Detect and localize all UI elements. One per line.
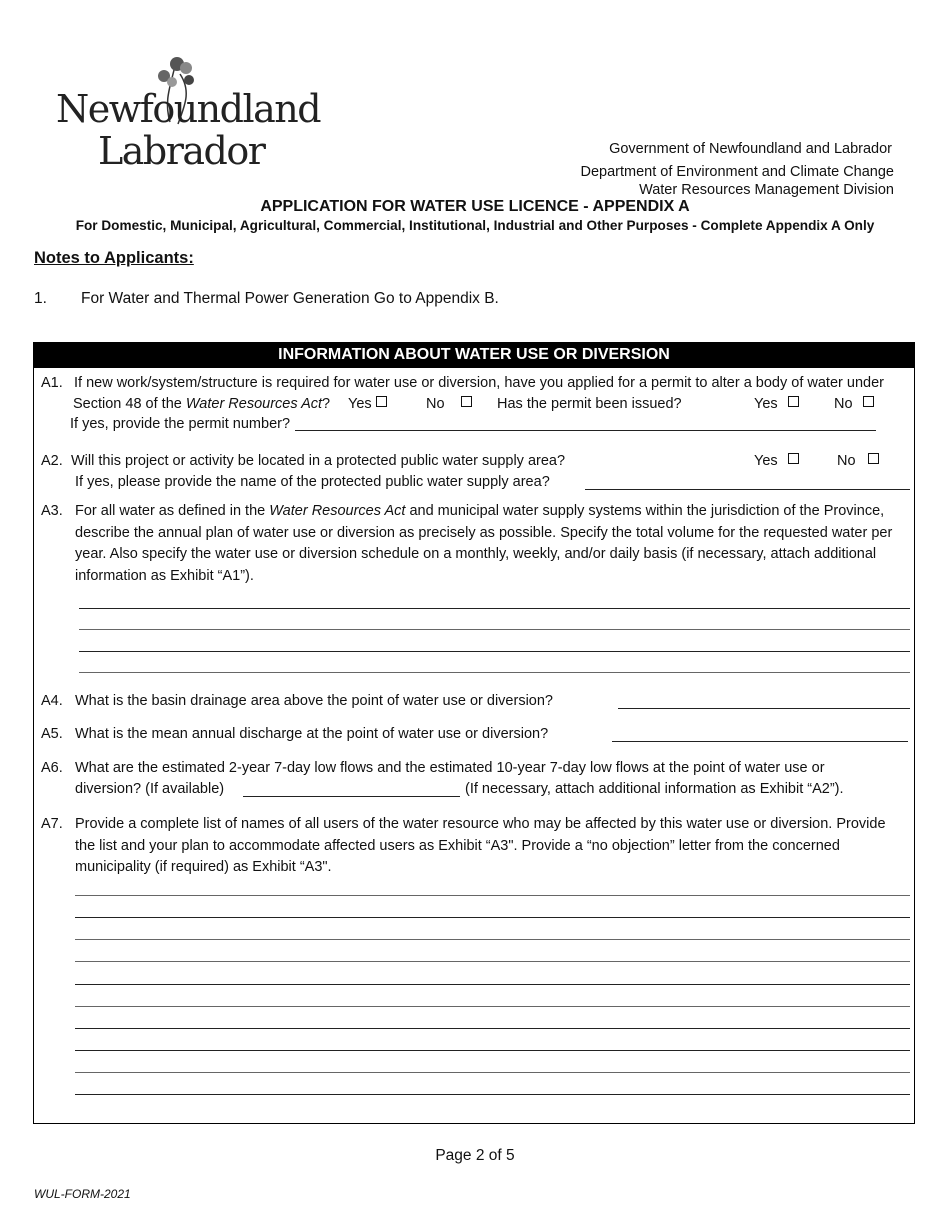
a3-text-post: and municipal water supply systems within the jurisdiction of the Province, describe the annual plan of water use or diversion as precisely as possible. Specify the total volume for the requested water per year. Also specify the water use or diversion schedule on a monthly, weekly, and/or daily basis (if necessary, attach additional information as Exhibit “A1”).	[75, 503, 893, 584]
yes-label: Yes	[348, 396, 372, 412]
a3-text	[75, 501, 905, 587]
a7-answer-line[interactable]	[75, 984, 910, 985]
a7-text: Provide a complete list of names of all users of the water resource who may be affected by this water use or diversion. Provide the list and your plan to accommodate affected users as Exhibit “A3". Provide a “no objection” letter from the concerned municipality (if required) as Exhibit “A3".	[75, 816, 886, 875]
no-label: No	[837, 453, 856, 469]
notes-heading: Notes to Applicants:	[34, 249, 194, 267]
a3-answer-line[interactable]	[79, 672, 910, 673]
no-label: No	[426, 396, 445, 412]
question-label-a2: A2.	[41, 453, 63, 469]
form-title: APPLICATION FOR WATER USE LICENCE - APPENDIX A	[260, 198, 690, 215]
a1-line2-pre: Section 48 of the	[73, 396, 186, 412]
a1-line2	[73, 394, 330, 415]
drainage-area-field[interactable]	[618, 708, 910, 709]
a2-no-option[interactable]	[837, 451, 879, 472]
a7-answer-line[interactable]	[75, 1072, 910, 1073]
a1-issued-yes-option[interactable]	[754, 394, 799, 415]
note-number: 1.	[34, 290, 47, 307]
a7-answer-line[interactable]	[75, 939, 910, 940]
checkbox-icon[interactable]	[868, 453, 879, 464]
question-label-a4: A4.	[41, 693, 63, 709]
checkbox-icon[interactable]	[376, 396, 387, 407]
a1-line1: If new work/system/structure is required for water use or diversion, have you applied for a permit to alter a body of water under	[74, 375, 884, 391]
checkbox-icon[interactable]	[863, 396, 874, 407]
a4-text: What is the basin drainage area above the point of water use or diversion?	[75, 693, 553, 709]
a1-line3: If yes, provide the permit number?	[70, 416, 291, 432]
a1-issued-no-option[interactable]	[834, 394, 874, 415]
page-number: Page 2 of 5	[435, 1147, 515, 1164]
question-label-a6: A6.	[41, 760, 63, 776]
permit-number-field[interactable]	[295, 430, 876, 431]
a3-answer-line[interactable]	[79, 608, 910, 609]
logo-line2: Labrador	[98, 129, 265, 173]
a2-line1: Will this project or activity be located in a protected public water supply area?	[71, 453, 566, 469]
checkbox-icon[interactable]	[461, 396, 472, 407]
question-label-a3: A3.	[41, 503, 63, 519]
a7-answer-line[interactable]	[75, 1006, 910, 1007]
a6-line1: What are the estimated 2-year 7-day low flows and the estimated 10-year 7-day low flows at the point of water use or	[75, 760, 825, 776]
yes-label: Yes	[754, 396, 778, 412]
yes-label: Yes	[754, 453, 778, 469]
a5-text: What is the mean annual discharge at the point of water use or diversion?	[75, 726, 549, 742]
section-heading: INFORMATION ABOUT WATER USE OR DIVERSION	[34, 343, 914, 368]
note-text: For Water and Thermal Power Generation Go to Appendix B.	[81, 290, 499, 307]
no-label: No	[834, 396, 853, 412]
government-name: Government of Newfoundland and Labrador	[609, 141, 892, 157]
a2-line2: If yes, please provide the name of the protected public water supply area?	[75, 474, 550, 490]
checkbox-icon[interactable]	[788, 396, 799, 407]
question-label-a1: A1.	[41, 375, 63, 391]
a3-answer-line[interactable]	[79, 651, 910, 652]
form-id: WUL-FORM-2021	[34, 1187, 131, 1201]
a6-line2-pre: diversion? (If available)	[75, 781, 225, 797]
a3-text-pre: For all water as defined in the	[75, 503, 270, 519]
a1-act-name: Water Resources Act	[185, 396, 323, 412]
question-label-a5: A5.	[41, 726, 63, 742]
a7-answer-line[interactable]	[75, 895, 910, 896]
a1-line2-post: ?	[322, 396, 331, 412]
mean-discharge-field[interactable]	[612, 741, 908, 742]
form-subtitle: For Domestic, Municipal, Agricultural, Commercial, Institutional, Industrial and Other Purposes - Complete Appendix A Only	[75, 218, 875, 233]
a1-permit-issued-question: Has the permit been issued?	[497, 396, 682, 412]
division-name: Water Resources Management Division	[639, 182, 894, 198]
a1-applied-no-option[interactable]	[426, 394, 472, 415]
a6-line2-post: (If necessary, attach additional information as Exhibit “A2”).	[465, 781, 844, 797]
department-block	[580, 163, 894, 199]
a7-answer-line[interactable]	[75, 961, 910, 962]
low-flows-field[interactable]	[243, 796, 460, 797]
a7-answer-line[interactable]	[75, 1028, 910, 1029]
department-name: Department of Environment and Climate Change	[580, 164, 894, 180]
newfoundland-labrador-logo	[52, 52, 321, 177]
logo-line1: Newfoundland	[56, 87, 321, 131]
a7-answer-line[interactable]	[75, 1094, 910, 1095]
a1-applied-yes-option[interactable]	[348, 394, 387, 415]
question-label-a7: A7.	[41, 816, 63, 832]
a3-answer-line[interactable]	[79, 629, 910, 630]
a7-answer-line[interactable]	[75, 917, 910, 918]
checkbox-icon[interactable]	[788, 453, 799, 464]
protected-area-name-field[interactable]	[585, 489, 910, 490]
a2-yes-option[interactable]	[754, 451, 799, 472]
a3-act-name: Water Resources Act	[269, 503, 406, 519]
a7-answer-line[interactable]	[75, 1050, 910, 1051]
